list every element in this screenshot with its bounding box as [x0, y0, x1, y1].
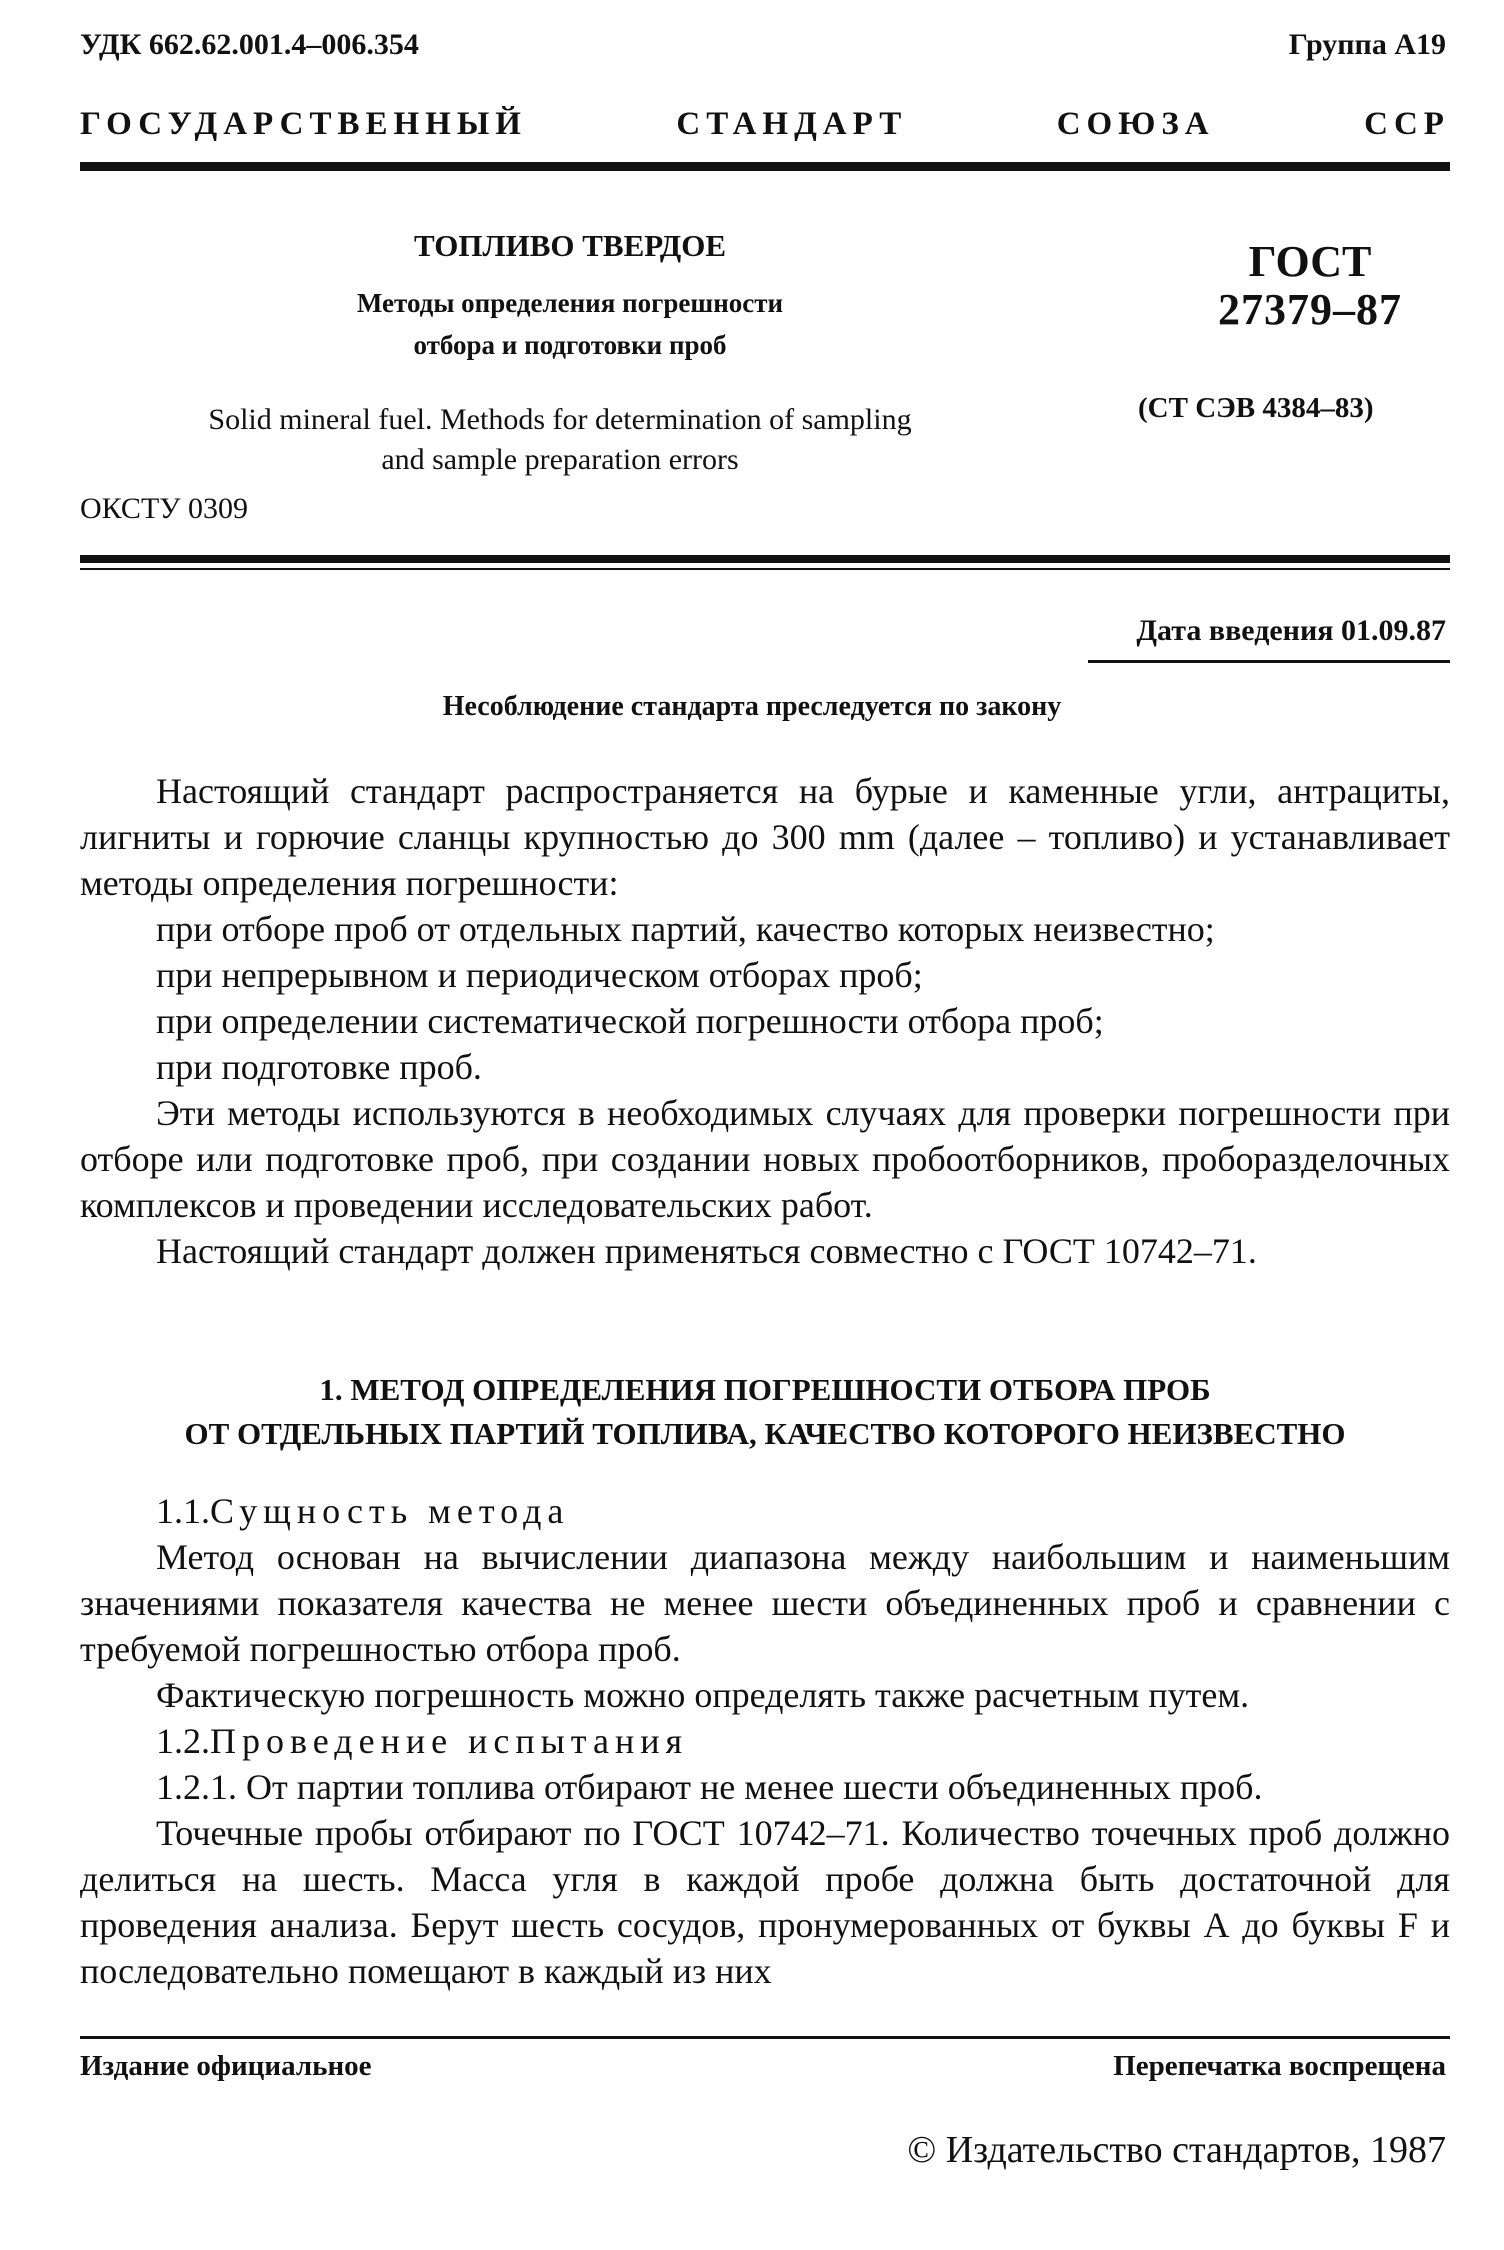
intro-section	[80, 768, 1450, 1274]
clause-1-2-1: 1.2.1. От партии топлива отбирают не менее шести объединенных проб.	[156, 1767, 1263, 1807]
title-sub-line-2: отбора и подготовки проб	[413, 330, 727, 360]
udk-code: УДК 662.62.001.4–006.354	[80, 28, 419, 61]
state-standard-word-3: СОЮЗА	[1056, 106, 1215, 142]
reprint-prohibited: Перепечатка воспрещена	[1113, 2050, 1446, 2082]
title-sub-line-1: Методы определения погрешности	[356, 288, 784, 318]
title-main: ТОПЛИВО ТВЕРДОЕ	[413, 228, 726, 263]
english-title-line-1: Solid mineral fuel. Methods for determination of sampling	[208, 403, 912, 436]
state-standard-banner	[80, 106, 1450, 143]
compliance-warning: Несоблюдение стандарта преследуется по закону	[442, 691, 1062, 722]
subsection-1-2-heading	[80, 1718, 1450, 1764]
title-block	[250, 228, 890, 366]
section-1-heading-line-2: ОТ ОТДЕЛЬНЫХ ПАРТИЙ ТОПЛИВА, КАЧЕСТВО КОТОРОГО НЕИЗВЕСТНО	[184, 1416, 1346, 1451]
group-code: Группа А19	[1288, 28, 1446, 61]
okstu-code: ОКСТУ 0309	[80, 492, 249, 525]
header-rule-thick	[80, 162, 1450, 171]
clause-1-2-1-paragraph-2: Точечные пробы отбирают по ГОСТ 10742–71. Количество точечных проб должно делиться на шесть. Масса угля в каждой пробе должна быть достаточной для проведения анализа. Берут шесть сосудов, пронумерованных от буквы А до буквы F и последовательно помещают в каждый из них	[80, 1813, 1450, 1991]
subsection-1-1-paragraph-2: Фактическую погрешность можно определять также расчетным путем.	[156, 1675, 1250, 1715]
state-standard-word-2: СТАНДАРТ	[676, 106, 908, 142]
subsection-1-1-paragraph-1: Метод основан на вычислении диапазона между наибольшим и наименьшим значениями показателя качества не менее шести объединенных проб и сравнении с требуемой погрешностью отбора проб.	[80, 1537, 1450, 1669]
section-1-body	[80, 1488, 1450, 1994]
subsection-1-2-number: 1.2.	[156, 1721, 210, 1761]
intro-item-4: при подготовке проб.	[156, 1047, 482, 1087]
section-1-heading-line-1: 1. МЕТОД ОПРЕДЕЛЕНИЯ ПОГРЕШНОСТИ ОТБОРА ПРОБ	[319, 1372, 1211, 1407]
footer-rule	[80, 2036, 1450, 2039]
gost-number: 27379–87	[1218, 285, 1402, 334]
english-title	[120, 400, 1000, 480]
subsection-1-1-title: Сущность метода	[210, 1491, 570, 1531]
gost-label: ГОСТ	[1248, 237, 1372, 286]
state-standard-word-4: ССР	[1364, 106, 1450, 142]
title-rule-thin	[80, 568, 1450, 570]
english-title-line-2: and sample preparation errors	[381, 443, 739, 476]
gost-designation	[1170, 238, 1450, 334]
intro-paragraph-2: Эти методы используются в необходимых случаях для проверки погрешности при отборе или подготовке проб, при создании новых пробоотборников, проборазделочных комплексов и проведении исследовательских работ.	[80, 1093, 1450, 1225]
subsection-1-2-title: Проведение испытания	[210, 1721, 689, 1761]
copyright: © Издательство стандартов, 1987	[907, 2129, 1446, 2171]
date-underline	[1088, 660, 1450, 663]
section-1-heading	[80, 1368, 1450, 1456]
intro-paragraph-1: Настоящий стандарт распространяется на бурые и каменные угли, антрациты, лигниты и горючие сланцы крупностью до 300 mm (далее – топливо) и устанавливает методы определения погрешности:	[80, 771, 1450, 903]
intro-paragraph-3: Настоящий стандарт должен применяться совместно с ГОСТ 10742–71.	[156, 1231, 1257, 1271]
cmea-reference: (СТ СЭВ 4384–83)	[1138, 392, 1374, 424]
subsection-1-1-heading	[80, 1488, 1450, 1534]
introduction-date: Дата введения 01.09.87	[1136, 614, 1446, 647]
intro-item-1: при отборе проб от отдельных партий, качество которых неизвестно;	[156, 909, 1215, 949]
state-standard-word-1: ГОСУДАРСТВЕННЫЙ	[80, 106, 527, 142]
subsection-1-1-number: 1.1.	[156, 1491, 210, 1531]
intro-item-2: при непрерывном и периодическом отборах проб;	[156, 955, 923, 995]
title-rule-thick	[80, 555, 1450, 563]
official-edition: Издание официальное	[80, 2050, 372, 2082]
intro-item-3: при определении систематической погрешности отбора проб;	[156, 1001, 1104, 1041]
